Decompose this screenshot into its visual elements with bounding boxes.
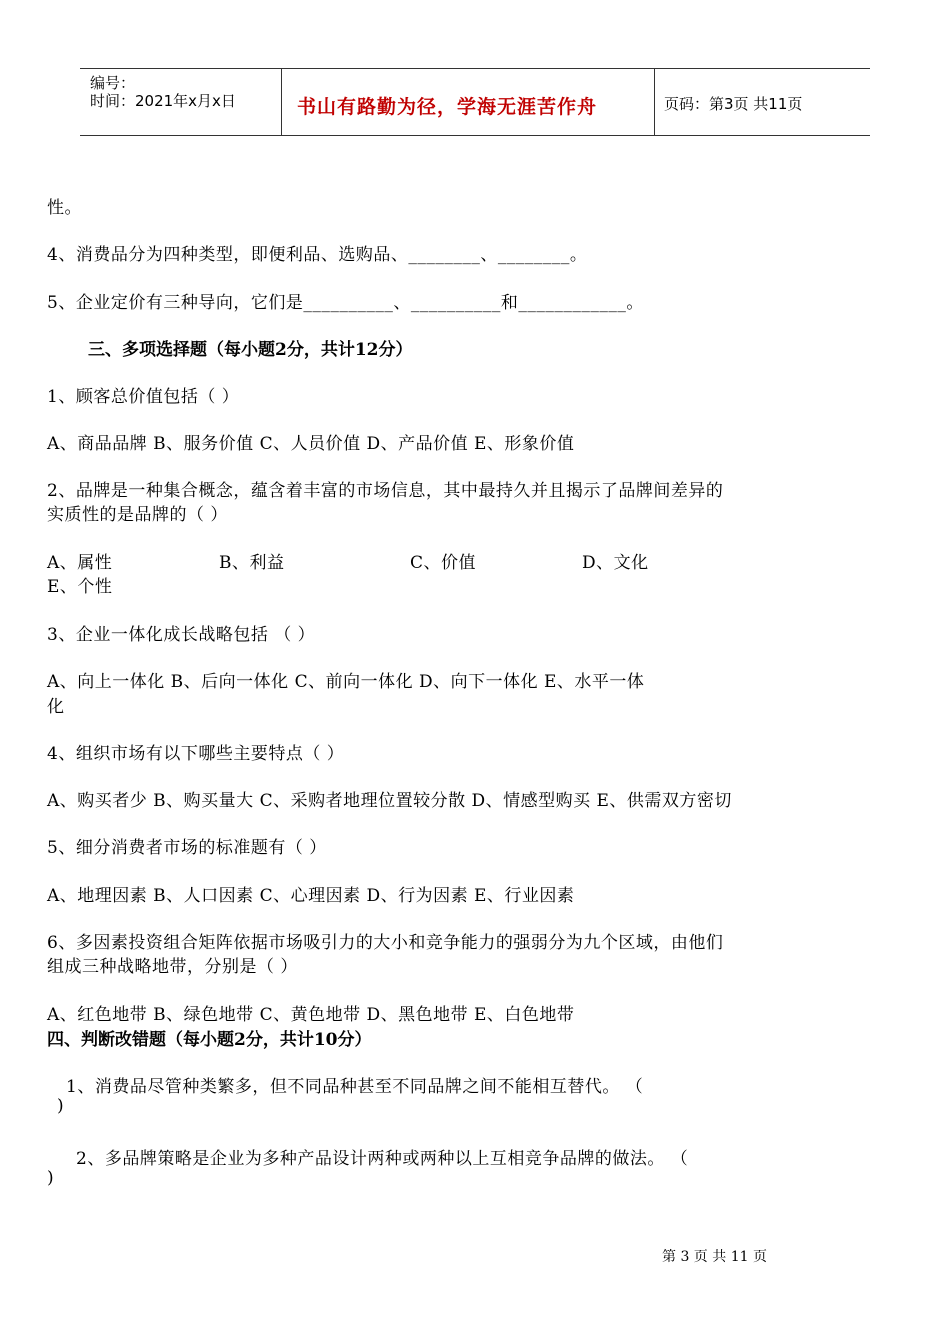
question-5-options: A、地理因素 B、人口因素 C、心理因素 D、行为因素 E、行业因素: [47, 886, 575, 906]
question-2-line-2: 实质性的是品牌的（ ）: [47, 505, 228, 525]
question-3-options: A、向上一体化 B、后向一体化 C、前向一体化 D、向下一体化 E、水平一体: [47, 672, 645, 692]
question-3-options-wrap: 化: [47, 697, 65, 717]
text-line: 性。: [47, 198, 82, 218]
question-2-option-e: E、个性: [47, 577, 113, 597]
header-motto: 书山有路勤为径，学海无涯苦作舟: [297, 96, 598, 118]
question-2-option-b: B、利益: [219, 553, 285, 573]
question-2-option-c: C、价值: [410, 553, 477, 573]
fill-blank-q4: 4、消费品分为四种类型，即便利品、选购品、________、________。: [47, 245, 588, 265]
judgement-1: 1、消费品尽管种类繁多，但不同品种甚至不同品牌之间不能相互替代。 （: [66, 1077, 644, 1097]
question-2-option-a: A、属性: [47, 553, 113, 573]
question-6-options: A、红色地带 B、绿色地带 C、黄色地带 D、黑色地带 E、白色地带: [47, 1005, 575, 1025]
header-divider-right: [654, 68, 655, 135]
question-2-option-d: D、文化: [582, 553, 649, 573]
header-divider-left: [281, 68, 282, 135]
question-6-line-2: 组成三种战略地带，分别是（ ）: [47, 957, 298, 977]
question-6-line-1: 6、多因素投资组合矩阵依据市场吸引力的大小和竞争能力的强弱分为九个区域，由他们: [47, 933, 724, 953]
fill-blank-q5: 5、企业定价有三种导向，它们是__________、__________和____________。: [47, 293, 644, 313]
header-code-label: 编号：: [90, 74, 136, 92]
question-1: 1、顾客总价值包括（ ）: [47, 387, 240, 407]
judgement-2: 2、多品牌策略是企业为多种产品设计两种或两种以上互相竞争品牌的做法。 （: [76, 1149, 689, 1169]
header-page-info: 页码：第3页 共11页: [664, 95, 803, 113]
question-5: 5、细分消费者市场的标准题有（ ）: [47, 838, 327, 858]
question-4: 4、组织市场有以下哪些主要特点（ ）: [47, 744, 345, 764]
section-heading-multiple-choice: 三、多项选择题（每小题2分，共计12分）: [88, 340, 413, 360]
section-heading-true-false: 四、判断改错题（每小题2分，共计10分）: [47, 1030, 372, 1050]
header-top-border: [80, 68, 870, 69]
judgement-2-wrap: ): [47, 1168, 55, 1188]
header-bottom-border: [80, 135, 870, 136]
header-date: 时间：2021年x月x日: [90, 92, 236, 110]
question-1-options: A、商品品牌 B、服务价值 C、人员价值 D、产品价值 E、形象价值: [47, 434, 575, 454]
question-3: 3、企业一体化成长战略包括 （ ）: [47, 625, 316, 645]
question-2-line-1: 2、品牌是一种集合概念，蕴含着丰富的市场信息，其中最持久并且揭示了品牌间差异的: [47, 481, 724, 501]
footer-page-number: 第 3 页 共 11 页: [662, 1249, 767, 1265]
judgement-1-wrap: ): [57, 1096, 65, 1116]
question-4-options: A、购买者少 B、购买量大 C、采购者地理位置较分散 D、情感型购买 E、供需双方密切: [47, 791, 732, 811]
